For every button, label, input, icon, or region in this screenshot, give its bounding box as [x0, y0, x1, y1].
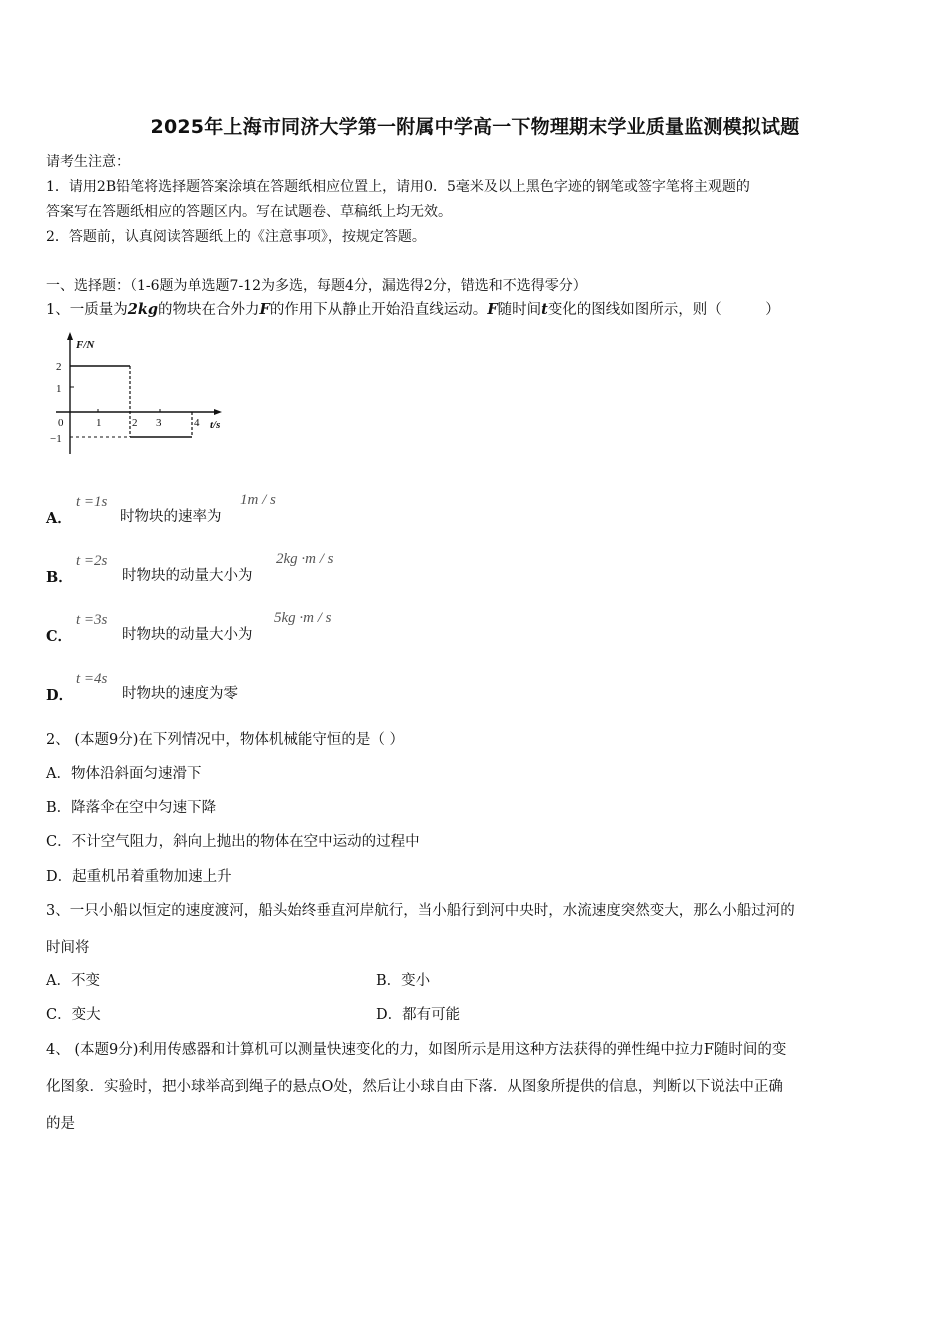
y-axis-label: F/N [76, 339, 95, 351]
option-condition: t =3s [76, 612, 108, 628]
notice-heading: 请考生注意： [46, 154, 130, 170]
y-tick-1: 1 [56, 383, 62, 395]
q3-option-a: A．不变 [46, 973, 100, 989]
question-3-stem: 3、一只小船以恒定的速度渡河，船头始终垂直河岸航行，当小船行到河中央时，水流速度突然变大，那么小船过河的 [46, 903, 795, 919]
q1-force-2: F [487, 301, 498, 318]
option-text: 时物块的速度为零 [122, 686, 238, 702]
notice-line-2: 2．答题前，认真阅读答题纸上的《注意事项》，按规定答题。 [46, 229, 426, 245]
q1-stem-a: 1、一质量为 [46, 302, 128, 318]
force-time-graph [46, 330, 236, 460]
option-condition: t =4s [76, 671, 108, 687]
q1-force: F [259, 301, 270, 318]
q1-stem-b: 的物块在合外力 [158, 302, 260, 318]
option-condition: t =2s [76, 553, 108, 569]
q3-option-c: C．变大 [46, 1007, 101, 1023]
option-value: 2kg ·m / s [276, 551, 334, 567]
q2-option-c: C．不计空气阻力，斜向上抛出的物体在空中运动的过程中 [46, 834, 420, 850]
y-tick-2: 2 [56, 361, 62, 373]
option-text: 时物块的速率为 [120, 509, 222, 525]
page-title: 2025年上海市同济大学第一附属中学高一下物理期末学业质量监测模拟试题 [150, 116, 800, 138]
origin-label: 0 [58, 417, 64, 429]
x-tick-2: 2 [132, 417, 138, 429]
q2-option-a: A．物体沿斜面匀速滑下 [46, 766, 202, 782]
option-letter: D． [46, 687, 74, 704]
x-axis-arrow [214, 409, 222, 415]
option-text: 时物块的动量大小为 [122, 627, 253, 643]
q3-option-b: B．变小 [376, 973, 431, 989]
notice-line-1: 1．请用2B铅笔将选择题答案涂填在答题纸相应位置上，请用0．5毫米及以上黑色字迹的钢笔或签字笔将主观题的 [46, 179, 750, 195]
question-2-stem: 2、 (本题9分)在下列情况中，物体机械能守恒的是（ ） [46, 732, 404, 748]
question-1-stem [46, 299, 780, 321]
q2-option-d: D．起重机吊着重物加速上升 [46, 869, 232, 885]
x-axis-label: t/s [210, 419, 221, 431]
section-heading: 一、选择题：（1-6题为单选题7-12为多选，每题4分，漏选得2分，错选和不选得零分） [46, 278, 587, 294]
q1-stem-d: 随时间 [497, 302, 542, 318]
q1-mass: 2kg [127, 301, 159, 318]
y-axis-arrow [67, 332, 73, 340]
q2-option-b: B．降落伞在空中匀速下降 [46, 800, 217, 816]
option-letter: A． [46, 510, 72, 527]
option-text: 时物块的动量大小为 [122, 568, 253, 584]
option-value: 1m / s [240, 492, 276, 508]
q3-option-d: D．都有可能 [376, 1007, 461, 1023]
x-tick-3: 3 [156, 417, 162, 429]
option-value: 5kg ·m / s [274, 610, 332, 626]
x-tick-1: 1 [96, 417, 102, 429]
option-letter: B． [46, 569, 73, 586]
q1-stem-e: 变化的图线如图所示，则（ ） [547, 302, 780, 318]
y-tick-neg1: −1 [50, 433, 62, 445]
question-3-stem-cont: 时间将 [46, 940, 90, 956]
option-condition: t =1s [76, 494, 108, 510]
q1-stem-c: 的作用下从静止开始沿直线运动。 [269, 302, 488, 318]
x-tick-4: 4 [194, 417, 200, 429]
option-letter: C． [46, 628, 73, 645]
question-4-stem-end: 的是 [46, 1116, 75, 1132]
q1-time: t [541, 301, 548, 318]
question-4-stem-cont: 化图象．实验时，把小球举高到绳子的悬点O处，然后让小球自由下落．从图象所提供的信息，判断以下说法中正确 [46, 1079, 783, 1095]
question-4-stem: 4、 (本题9分)利用传感器和计算机可以测量快速变化的力，如图所示是用这种方法获得的弹性绳中拉力F随时间的变 [46, 1042, 787, 1058]
notice-line-1b: 答案写在答题纸相应的答题区内。写在试题卷、草稿纸上均无效。 [46, 204, 452, 220]
